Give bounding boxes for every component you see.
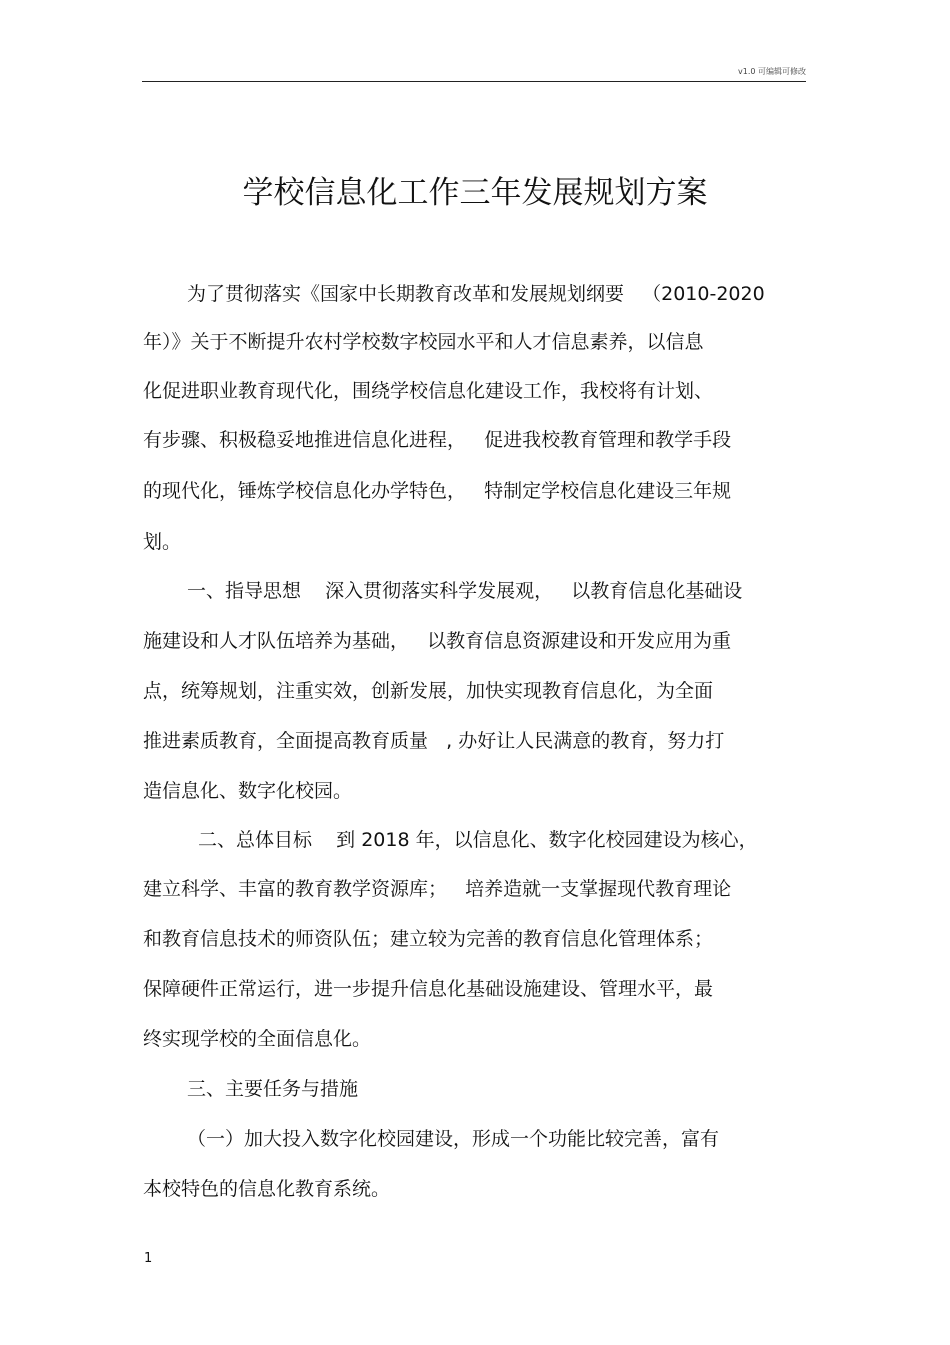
section-heading: 三、主要任务与措施 <box>187 1078 359 1100</box>
body-line: 本校特色的信息化教育系统。 <box>143 1178 391 1200</box>
body-line: 为了贯彻落实《国家中长期教育改革和发展规划纲要 （2010-2020 <box>187 283 765 305</box>
body-line: 有步骤、积极稳妥地推进信息化进程， 促进我校教育管理和教学手段 <box>143 429 732 451</box>
body-line: 和教育信息技术的师资队伍；建立较为完善的教育信息化管理体系； <box>143 928 714 950</box>
document-title: 学校信息化工作三年发展规划方案 <box>242 175 708 211</box>
body-line: 的现代化，锤炼学校信息化办学特色， 特制定学校信息化建设三年规 <box>143 480 732 502</box>
body-line: 保障硬件正常运行，进一步提升信息化基础设施建设、管理水平，最 <box>143 978 714 1000</box>
body-line: 终实现学校的全面信息化。 <box>143 1028 372 1050</box>
header-rule <box>142 81 806 82</box>
body-line: 二、总体目标 到 2018 年，以信息化、数字化校园建设为核心， <box>198 829 758 851</box>
header-version-note: v1.0 可编辑可修改 <box>738 67 806 76</box>
body-line: 建立科学、丰富的教育教学资源库； 培养造就一支掌握现代教育理论 <box>143 878 732 900</box>
body-line: 推进素质教育，全面提高教育质量 , 办好让人民满意的教育，努力打 <box>143 730 725 752</box>
body-line: （一）加大投入数字化校园建设，形成一个功能比较完善，富有 <box>187 1128 720 1150</box>
body-line: 化促进职业教育现代化，围绕学校信息化建设工作，我校将有计划、 <box>143 380 714 402</box>
body-line: 年）》关于不断提升农村学校数字校园水平和人才信息素养，以信息 <box>143 331 704 353</box>
body-line: 造信息化、数字化校园。 <box>143 780 353 802</box>
body-line: 点，统筹规划，注重实效，创新发展，加快实现教育信息化，为全面 <box>143 680 714 702</box>
body-line: 施建设和人才队伍培养为基础， 以教育信息资源建设和开发应用为重 <box>143 630 732 652</box>
body-line: 划。 <box>143 531 182 553</box>
page-number: 1 <box>144 1251 153 1266</box>
body-line: 一、指导思想 深入贯彻落实科学发展观， 以教育信息化基础设 <box>187 580 743 602</box>
